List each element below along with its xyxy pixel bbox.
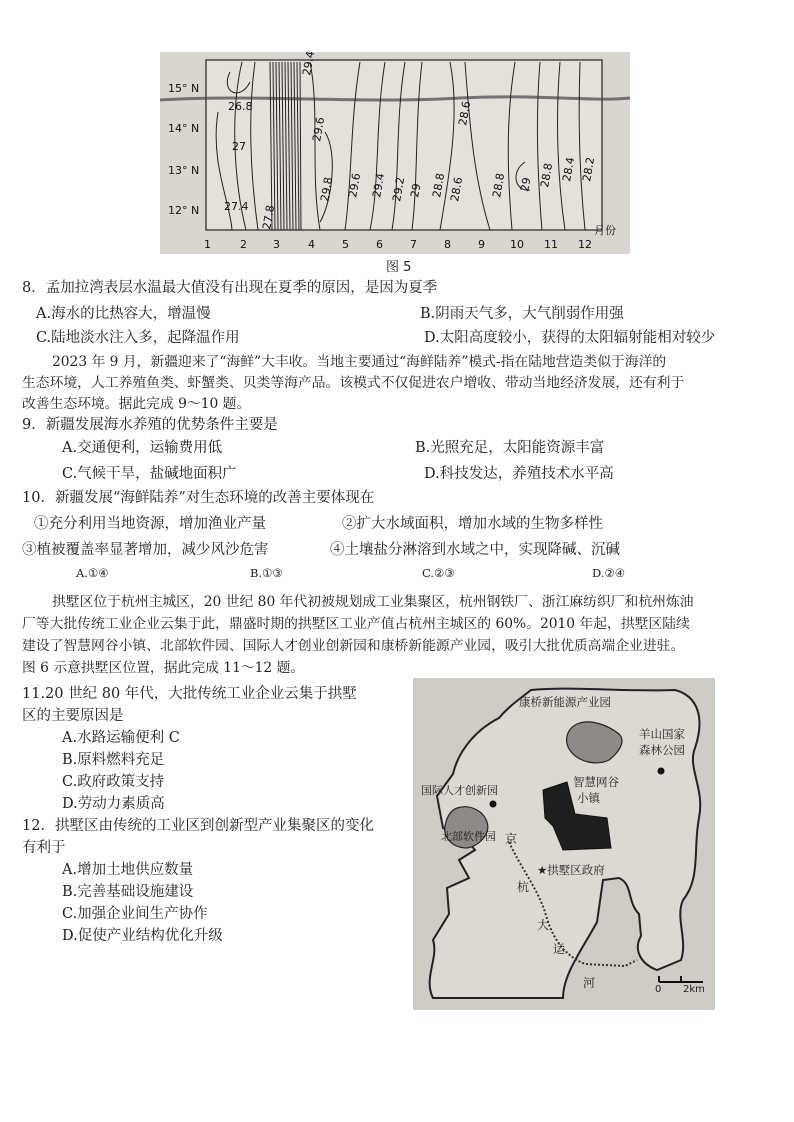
label-kangqiao: 康桥新能源产业园 [519, 695, 611, 709]
label-canal-1: 京 [505, 832, 518, 846]
question-12-stem-line-2: 有利于 [22, 840, 66, 856]
q10-option-d: D.②④ [592, 566, 626, 580]
x-label: 7 [410, 238, 417, 251]
x-label: 3 [273, 238, 280, 251]
passage-1-line-2: 生态环境，人工养殖鱼类、虾蟹类、贝类等海产品。该模式不仅促进农户增收、带动当地经济发展，还有利于 [22, 375, 685, 391]
contour-chart-svg [160, 52, 630, 254]
label-beibu: 北部软件园 [441, 830, 496, 843]
q9-option-a: A.交通便利，运输费用低 [62, 440, 223, 456]
contour-label: 27.8 [260, 204, 278, 231]
q12-option-b: B.完善基础设施建设 [62, 884, 194, 900]
contour-label: 28.4 [560, 156, 578, 183]
question-9-stem: 9．新疆发展海水养殖的优势条件主要是 [22, 417, 278, 433]
question-8-stem: 8．孟加拉湾表层水温最大值没有出现在夏季的原因，是因为夏季 [22, 280, 438, 296]
label-zhihui-line-1: 智慧网谷 [573, 775, 619, 789]
x-label: 2 [240, 238, 247, 251]
q11-option-a: A.水路运输便利 C [62, 730, 180, 746]
q11-option-d: D.劳动力素质高 [62, 796, 165, 812]
contour-label: 28.8 [538, 162, 556, 189]
x-label: 9 [478, 238, 485, 251]
q11-option-c: C.政府政策支持 [62, 774, 165, 790]
q10-option-a: A.①④ [76, 566, 109, 580]
yangshan-park-dot [658, 768, 665, 775]
label-government: ★拱墅区政府 [537, 863, 605, 877]
label-canal-5: 河 [583, 976, 596, 990]
x-label: 8 [444, 238, 451, 251]
passage-2-line-3: 建设了智慧网谷小镇、北部软件园、国际人才创业创新园和康桥新能源产业园，吸引大批优质高端企业进驻。 [22, 638, 685, 654]
label-guoji: 国际人才创新园 [421, 784, 498, 797]
q10-statement-2: ②扩大水域面积，增加水域的生物多样性 [342, 516, 603, 532]
y-label-14n: 14° N [168, 122, 200, 135]
x-label: 1 [204, 238, 211, 251]
contour-label: 29.6 [310, 116, 328, 143]
q8-option-c: C.陆地淡水注入多，起降温作用 [36, 330, 240, 346]
contour-label: 29.4 [370, 172, 388, 199]
question-12-stem-line-1: 12．拱墅区由传统的工业区到创新型产业集聚区的变化 [22, 818, 374, 834]
q9-option-b: B.光照充足，太阳能资源丰富 [415, 440, 605, 456]
question-10-stem: 10．新疆发展“海鲜陆养”对生态环境的改善主要体现在 [22, 490, 375, 506]
contour-label: 29 [408, 182, 424, 199]
q12-option-c: C.加强企业间生产协作 [62, 906, 208, 922]
contour-label: 29.6 [346, 172, 364, 199]
figure-6-gongshu-map [413, 678, 715, 1010]
q10-option-b: B.①③ [250, 566, 283, 580]
contour-label: 29.4 [300, 52, 318, 77]
contour-label: 28.6 [456, 100, 474, 127]
passage-2-line-4: 图 6 示意拱墅区位置，据此完成 11～12 题。 [22, 660, 305, 676]
passage-1-line-3: 改善生态环境。据此完成 9～10 题。 [22, 396, 251, 412]
label-yangshan-line-2: 森林公园 [639, 743, 685, 757]
contour-label: 26.8 [228, 100, 253, 113]
x-label: 10 [510, 238, 524, 251]
q10-statement-3: ③植被覆盖率显著增加，减少风沙危害 [22, 542, 269, 558]
guoji-park-dot [490, 801, 497, 808]
q10-statement-1: ①充分利用当地资源，增加渔业产量 [34, 516, 266, 532]
label-zhihui-line-2: 小镇 [577, 791, 600, 805]
contour-label: 27 [232, 140, 246, 153]
q9-option-c: C.气候干旱，盐碱地面积广 [62, 466, 237, 482]
passage-2-line-2: 厂等大批传统工业企业云集于此，鼎盛时期的拱墅区工业产值占杭州主城区的 60%。2010 年起，拱墅区陆续 [22, 616, 690, 632]
scale-label: 2km [683, 984, 705, 995]
contour-label: 28.8 [430, 172, 448, 199]
q10-option-c: C.②③ [422, 566, 455, 580]
x-label: 12 [578, 238, 592, 251]
x-unit-label: 月份 [594, 224, 616, 237]
q12-option-d: D.促使产业结构优化升级 [62, 928, 223, 944]
x-label: 4 [308, 238, 315, 251]
passage-1-line-1: 2023 年 9 月，新疆迎来了“海鲜”大丰收。当地主要通过“海鲜陆养”模式-指在陆地营造类似于海洋的 [52, 354, 667, 370]
label-canal-3: 大 [537, 918, 550, 932]
q9-option-d: D.科技发达，养殖技术水平高 [424, 466, 614, 482]
x-label: 11 [544, 238, 558, 251]
label-canal-4: 运 [553, 942, 566, 956]
figure-5-caption: 图 5 [386, 260, 412, 275]
contour-label: 28.6 [448, 176, 466, 203]
q8-option-d: D.太阳高度较小，获得的太阳辐射能相对较少 [424, 330, 716, 346]
y-label-13n: 13° N [168, 164, 200, 177]
contour-label: 29.8 [318, 176, 336, 203]
q11-option-b: B.原料燃料充足 [62, 752, 165, 768]
question-11-stem-line-2: 区的主要原因是 [22, 708, 124, 724]
x-label: 5 [342, 238, 349, 251]
contour-label: 28.8 [490, 172, 508, 199]
q8-option-a: A.海水的比热容大，增温慢 [36, 306, 211, 322]
y-label-15n: 15° N [168, 82, 200, 95]
contour-label: 27.4 [224, 200, 249, 213]
contour-label: 29.2 [390, 176, 408, 203]
contour-label: 29 [518, 176, 534, 193]
label-canal-2: 杭 [517, 880, 530, 894]
passage-2-line-1: 拱墅区位于杭州主城区，20 世纪 80 年代初被规划成工业集聚区，杭州钢铁厂、浙江麻纺织厂和杭州炼油 [52, 594, 694, 610]
contour-label: 28.2 [580, 156, 598, 183]
q10-statement-4: ④土壤盐分淋溶到水域之中，实现降碱、沉碱 [330, 542, 620, 558]
figure-5-contour-map [160, 52, 630, 254]
q12-option-a: A.增加土地供应数量 [62, 862, 194, 878]
x-label: 6 [376, 238, 383, 251]
label-yangshan-line-1: 羊山国家 [639, 727, 685, 741]
q8-option-b: B.阴雨天气多，大气削弱作用强 [420, 306, 624, 322]
scale-zero: 0 [655, 984, 662, 995]
question-11-stem-line-1: 11.20 世纪 80 年代，大批传统工业企业云集于拱墅 [22, 686, 357, 702]
y-label-12n: 12° N [168, 204, 200, 217]
